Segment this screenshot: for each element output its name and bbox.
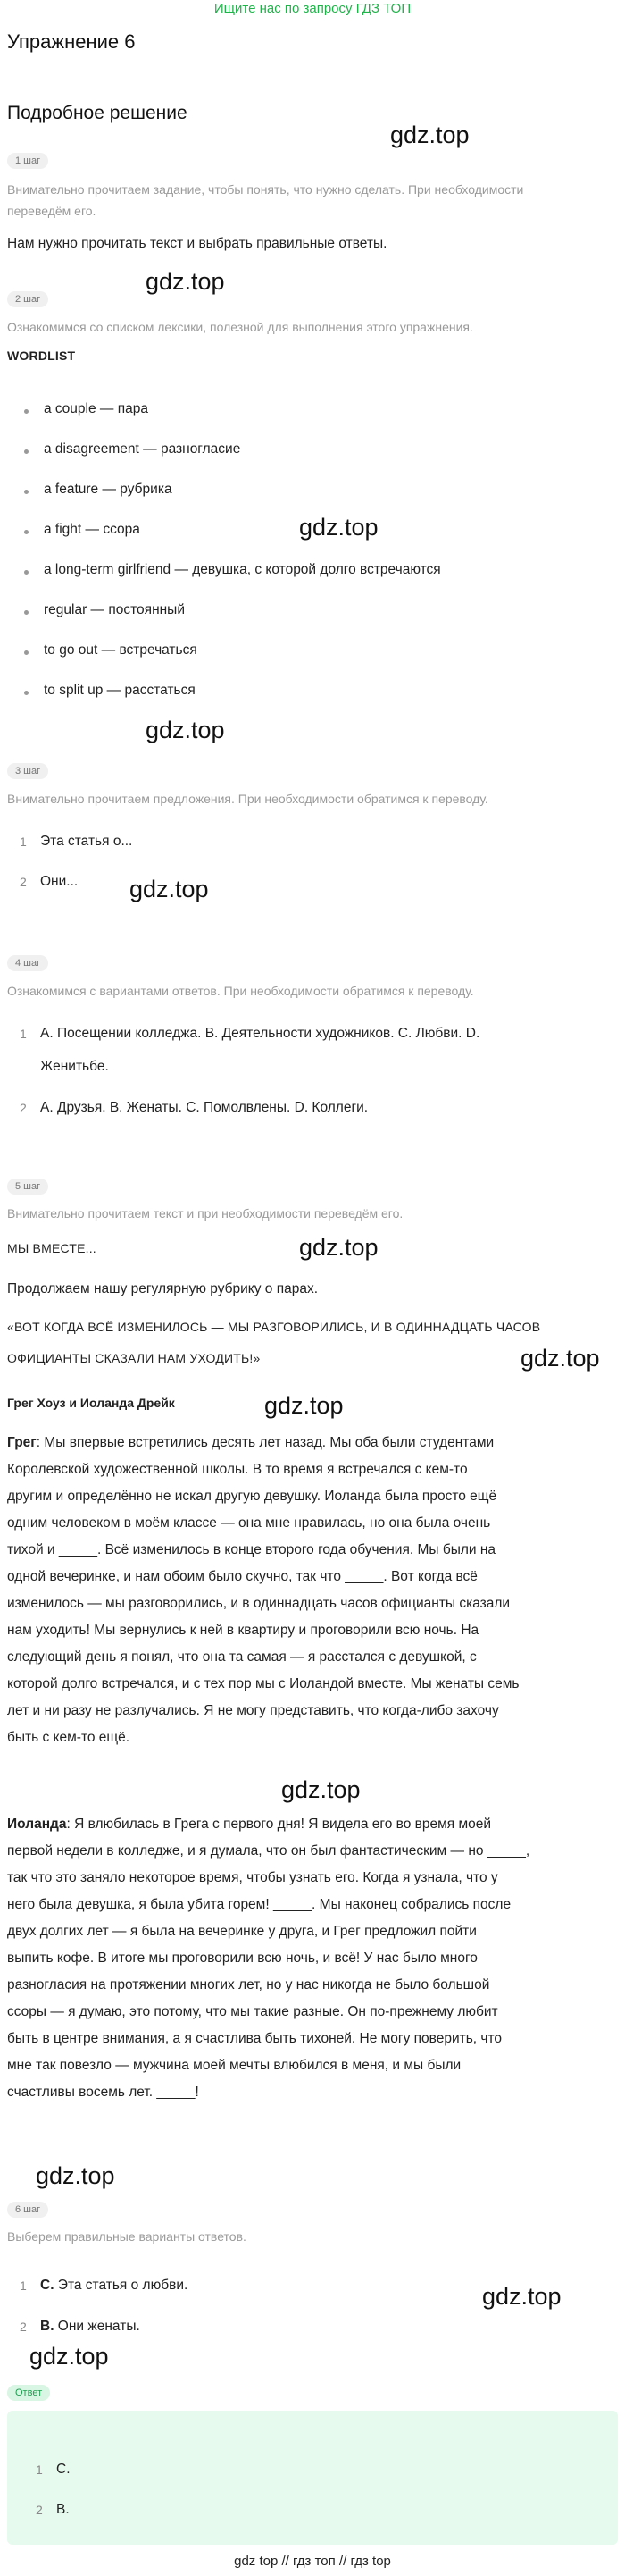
text-line: которой долго встречался, и с тех пор мы с Иоландой вместе. Мы женаты семь: [7, 1676, 520, 1691]
text-line: первой недели в колледже, и я думала, что он был фантастическим — но _____,: [7, 1843, 530, 1859]
top-search-link[interactable]: Ищите нас по запросу ГДЗ ТОП: [213, 1, 412, 16]
text-line: так что это заняло некоторое время, чтобы узнать его. Когда я узнала, что у: [7, 1870, 498, 1885]
footer-link[interactable]: гдз топ: [293, 2554, 336, 2569]
text-quote: ОФИЦИАНТЫ СКАЗАЛИ НАМ УХОДИТЬ!»: [7, 1351, 261, 1365]
list-number: 2: [20, 875, 27, 889]
answer-choice: [40, 2272, 188, 2299]
wordlist-item: a couple — пара: [44, 401, 148, 416]
choice-letter: C.: [40, 2278, 54, 2293]
text-line: выпить кофе. В итоге мы проговорили всю ночь, и всё! У нас было много: [7, 1951, 478, 1966]
text-line: разногласия на протяжении многих лет, но у нас никогда не было большой: [7, 1977, 490, 1993]
list-number: 2: [20, 1101, 27, 1115]
step-badge: 1 шаг: [7, 153, 48, 169]
footer-link[interactable]: gdz top: [234, 2554, 279, 2569]
step-4-hint: Ознакомимся с вариантами ответов. При необходимости обратимся к переводу.: [7, 984, 474, 998]
answer-box: [7, 2411, 618, 2545]
watermark: gdz.top: [146, 717, 225, 743]
step-1-section: [7, 152, 48, 169]
speaker-label: Иоланда: [7, 1817, 67, 1832]
wordlist-item: a feature — рубрика: [44, 482, 172, 497]
text-line: нам уходить! Мы вернулись к ней в квартиру и проговорили всю ночь. На: [7, 1623, 479, 1638]
wordlist-item: to split up — расстаться: [44, 683, 196, 698]
text-line-body: : Мы впервые встретились десять лет назад. Мы оба были студентами: [36, 1435, 495, 1450]
step-badge: 2 шаг: [7, 291, 48, 307]
text-line: одним человеком в моём классе — она мне нравилась, но она была очень: [7, 1515, 491, 1531]
option-line: Женитьбе.: [40, 1059, 109, 1074]
text-line-body: : Я влюбилась в Грега с первого дня! Я видела его во время моей: [66, 1817, 492, 1832]
footer-link[interactable]: гдз top: [350, 2554, 391, 2569]
answer-item: C.: [56, 2462, 71, 2477]
wordlist-item: regular — постоянный: [44, 602, 185, 617]
text-line: лет и ни разу не разлучались. Я не могу представить, что когда-либо захочу: [7, 1703, 499, 1718]
text-line: следующий день я понял, что она та самая — я расстался с девушкой, с: [7, 1649, 477, 1665]
text-line: тихой и _____. Всё изменилось в конце второго года обучения. Мы были на: [7, 1542, 496, 1557]
step-badge: 5 шаг: [7, 1179, 48, 1195]
answer-badge: Ответ: [7, 2385, 50, 2401]
option-line: А. Друзья. B. Женаты. C. Помолвлены. D. Коллеги.: [40, 1100, 369, 1115]
text-line: одной вечеринке, и нам обоим было скучно, так что _____. Вот когда всё: [7, 1569, 478, 1584]
text-line: быть с кем-то ещё.: [7, 1730, 130, 1745]
list-number: 1: [20, 835, 27, 849]
text-line: него была девушка, я была убита горем! _____. Мы наконец собрались после: [7, 1897, 512, 1912]
footer-separator: //: [278, 2554, 293, 2569]
text-line: счастливы восемь лет. _____!: [7, 2085, 199, 2100]
choice-letter: B.: [40, 2319, 54, 2334]
watermark: gdz.top: [264, 1392, 344, 1419]
list-bullet: [24, 449, 29, 454]
text-heading: МЫ ВМЕСТЕ...: [7, 1241, 96, 1255]
step-badge: 3 шаг: [7, 763, 48, 779]
list-bullet: [24, 530, 29, 534]
text-line: ссоры — я думаю, это потому, что мы такие разные. Он по-прежнему любит: [7, 2004, 498, 2019]
hint-line: Внимательно прочитаем задание, чтобы понять, что нужно сделать. При необходимости: [7, 182, 524, 197]
text-line: другим и определённо не искал другую девушку. Иоланда была просто ещё: [7, 1489, 497, 1504]
wordlist-item: a fight — ссора: [44, 522, 140, 537]
text-line: [7, 1811, 529, 1838]
sentence-item: Они...: [40, 874, 79, 889]
watermark: gdz.top: [521, 1345, 600, 1372]
sentence-item: Эта статья о...: [40, 834, 133, 849]
list-number: 2: [20, 2320, 27, 2334]
watermark: gdz.top: [146, 268, 225, 295]
list-bullet: [24, 570, 29, 575]
text-intro: Продолжаем нашу регулярную рубрику о парах.: [7, 1281, 319, 1296]
solution-title: Подробное решение: [7, 103, 188, 123]
step-5-hint: Внимательно прочитаем текст и при необходимости переведём его.: [7, 1206, 404, 1221]
couple-names: Грег Хоуз и Иоланда Дрейк: [7, 1396, 175, 1410]
watermark: gdz.top: [299, 514, 379, 541]
watermark: gdz.top: [281, 1776, 361, 1803]
choice-text: Эта статья о любви.: [54, 2278, 188, 2293]
list-number: 1: [20, 1027, 27, 1041]
wordlist-title: WORDLIST: [7, 348, 76, 363]
step-3-hint: Внимательно прочитаем предложения. При необходимости обратимся к переводу.: [7, 792, 488, 806]
footer-separator: //: [335, 2554, 351, 2569]
wordlist-item: to go out — встречаться: [44, 642, 197, 658]
answer-choice: [40, 2313, 140, 2340]
text-line: мне так повезло — мужчина моей мечты влюбился в меня, и мы были: [7, 2058, 462, 2073]
wordlist-item: a disagreement — разногласие: [44, 441, 241, 457]
step-6-hint: Выберем правильные варианты ответов.: [7, 2229, 246, 2244]
list-number: 1: [36, 2463, 43, 2477]
step-2-hint: Ознакомимся со списком лексики, полезной для выполнения этого упражнения.: [7, 320, 473, 334]
step-1-hint: [7, 179, 523, 222]
greg-paragraph: [7, 1430, 519, 1751]
yolanda-paragraph: [7, 1811, 529, 2106]
list-bullet: [24, 650, 29, 655]
option-line: А. Посещении колледжа. B. Деятельности художников. C. Любви. D.: [40, 1026, 480, 1041]
text-line: изменилось — мы разговорились, и в одиннадцать часов официанты сказали: [7, 1596, 511, 1611]
list-number: 1: [20, 2278, 27, 2293]
text-quote: «ВОТ КОГДА ВСЁ ИЗМЕНИЛОСЬ — МЫ РАЗГОВОРИЛИСЬ, И В ОДИННАДЦАТЬ ЧАСОВ: [7, 1320, 541, 1334]
text-line: быть в центре внимания, а я счастлива быть тихоней. Не могу поверить, что: [7, 2031, 503, 2046]
list-bullet: [24, 490, 29, 494]
step-badge: 6 шаг: [7, 2202, 48, 2218]
text-line: [7, 1430, 519, 1456]
watermark: gdz.top: [299, 1234, 379, 1261]
watermark: gdz.top: [129, 876, 209, 902]
watermark: gdz.top: [390, 122, 470, 148]
step-1-text: Нам нужно прочитать текст и выбрать правильные ответы.: [7, 236, 388, 251]
watermark: gdz.top: [482, 2283, 562, 2310]
list-bullet: [24, 409, 29, 414]
list-bullet: [24, 691, 29, 695]
exercise-title: Упражнение 6: [7, 30, 136, 53]
answer-item: B.: [56, 2502, 70, 2517]
text-line: двух долгих лет — я была на вечеринке у друга, и Грег предложил пойти: [7, 1924, 477, 1939]
speaker-label: Грег: [7, 1435, 37, 1450]
watermark: gdz.top: [36, 2162, 115, 2189]
wordlist-item: a long-term girlfriend — девушка, с которой долго встречаются: [44, 562, 441, 577]
list-number: 2: [36, 2503, 43, 2517]
text-line: Королевской художественной школы. В то время я встречался с кем-то: [7, 1462, 468, 1477]
watermark: gdz.top: [29, 2343, 109, 2370]
list-bullet: [24, 610, 29, 615]
hint-line: переведём его.: [7, 204, 96, 218]
footer-links: [0, 2554, 625, 2576]
step-badge: 4 шаг: [7, 955, 48, 971]
choice-text: Они женаты.: [54, 2319, 140, 2334]
